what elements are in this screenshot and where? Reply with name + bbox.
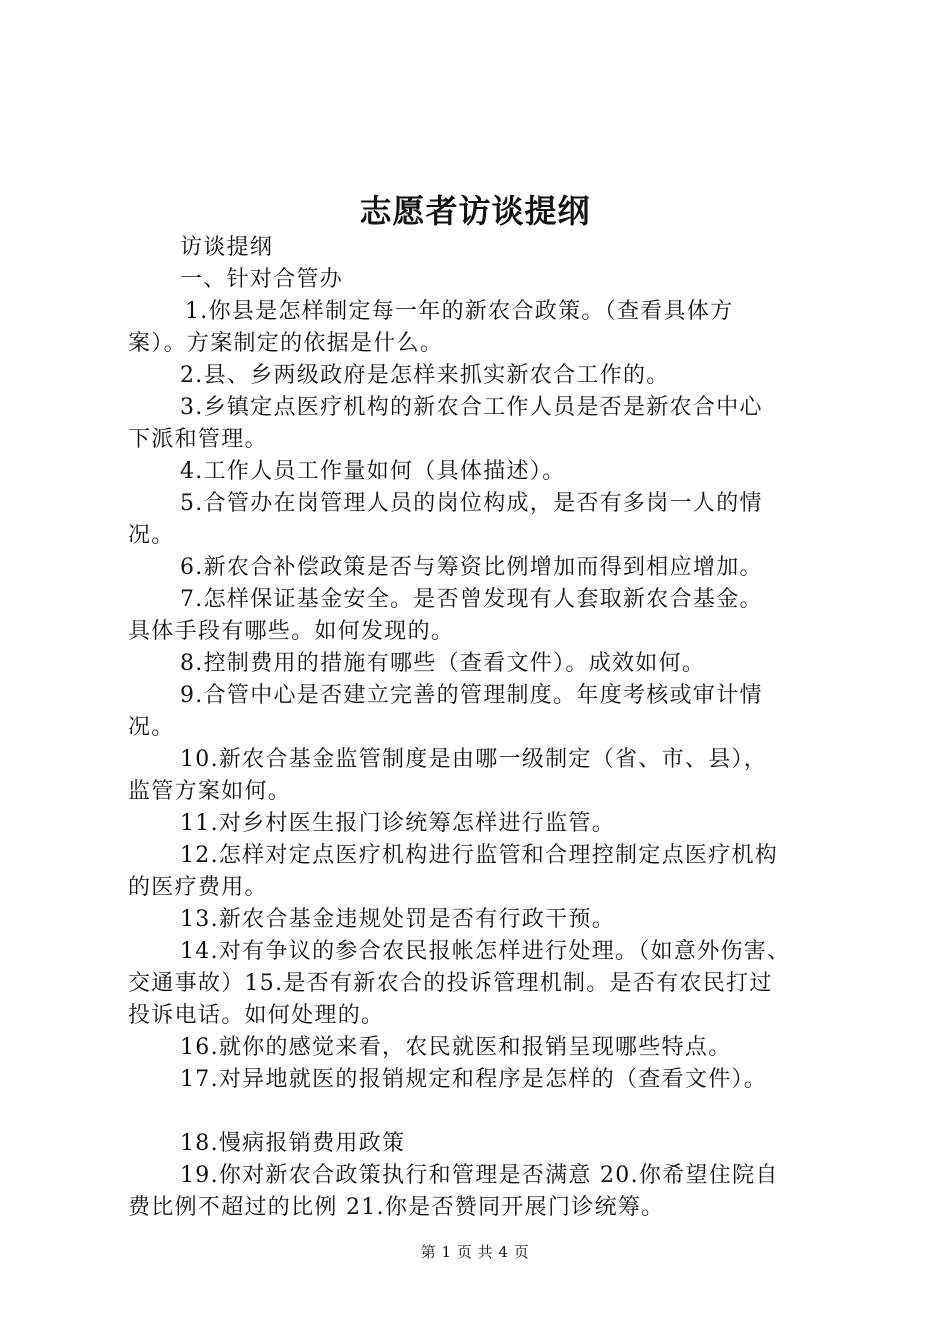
question-line: 17.对异地就医的报销规定和程序是怎样的（查看文件）。 [180,1067,768,1092]
paragraph-gap [128,1096,834,1128]
document-title: 志愿者访谈提纲 [359,192,591,230]
question-line: 10.新农合基金监管制度是由哪一级制定（省、市、县）， [180,747,768,772]
question-line: 16.就你的感觉来看，农民就医和报销呈现哪些特点。 [180,1035,732,1060]
question-line: 的医疗费用。 [128,875,268,900]
question-line: 监管方案如何。 [128,779,292,804]
question-line: 13.新农合基金违规处罚是否有行政干预。 [180,907,615,932]
question-line: 2.县、乡两级政府是怎样来抓实新农合工作的。 [180,363,670,388]
question-line: 14.对有争议的参合农民报帐怎样进行处理。（如意外伤害、 [180,939,791,964]
question-line: 11.对乡村医生报门诊统筹怎样进行监管。 [180,811,615,836]
question-line: 1.你县是怎样制定每一年的新农合政策。（查看具体方 [185,299,734,324]
subtitle: 访谈提纲 [180,235,274,260]
question-line: 况。 [128,715,175,740]
question-line: 费比例不超过的比例 21.你是否赞同开展门诊统筹。 [128,1195,665,1220]
question-line: 7.怎样保证基金安全。是否曾发现有人套取新农合基金。 [180,587,763,612]
question-line: 交通事故）15.是否有新农合的投诉管理机制。是否有农民打过 [128,971,773,996]
question-line: 8.控制费用的措施有哪些（查看文件）。成效如何。 [180,651,706,676]
question-line: 况。 [128,523,175,548]
question-line: 6.新农合补偿政策是否与筹资比例增加而得到相应增加。 [180,555,763,580]
section-heading: 一、针对合管办 [180,267,344,292]
question-line: 投诉电话。如何处理的。 [128,1003,385,1028]
question-line: 12.怎样对定点医疗机构进行监管和合理控制定点医疗机构 [180,843,779,868]
question-line: 3.乡镇定点医疗机构的新农合工作人员是否是新农合中心 [180,395,763,420]
question-line: 9.合管中心是否建立完善的管理制度。年度考核或审计情 [180,683,763,708]
question-line: 4.工作人员工作量如何（具体描述）。 [180,459,566,484]
question-line: 19.你对新农合政策执行和管理是否满意 20.你希望住院自 [180,1163,779,1188]
question-line: 案）。方案制定的依据是什么。 [128,331,444,356]
question-line: 下派和管理。 [128,427,268,452]
question-line: 5.合管办在岗管理人员的岗位构成，是否有多岗一人的情 [180,491,763,516]
question-line: 具体手段有哪些。如何发现的。 [128,619,455,644]
question-line: 18.慢病报销费用政策 [180,1131,406,1156]
document-body [128,232,834,1224]
page-footer: 第 1 页 共 4 页 [420,1243,530,1261]
